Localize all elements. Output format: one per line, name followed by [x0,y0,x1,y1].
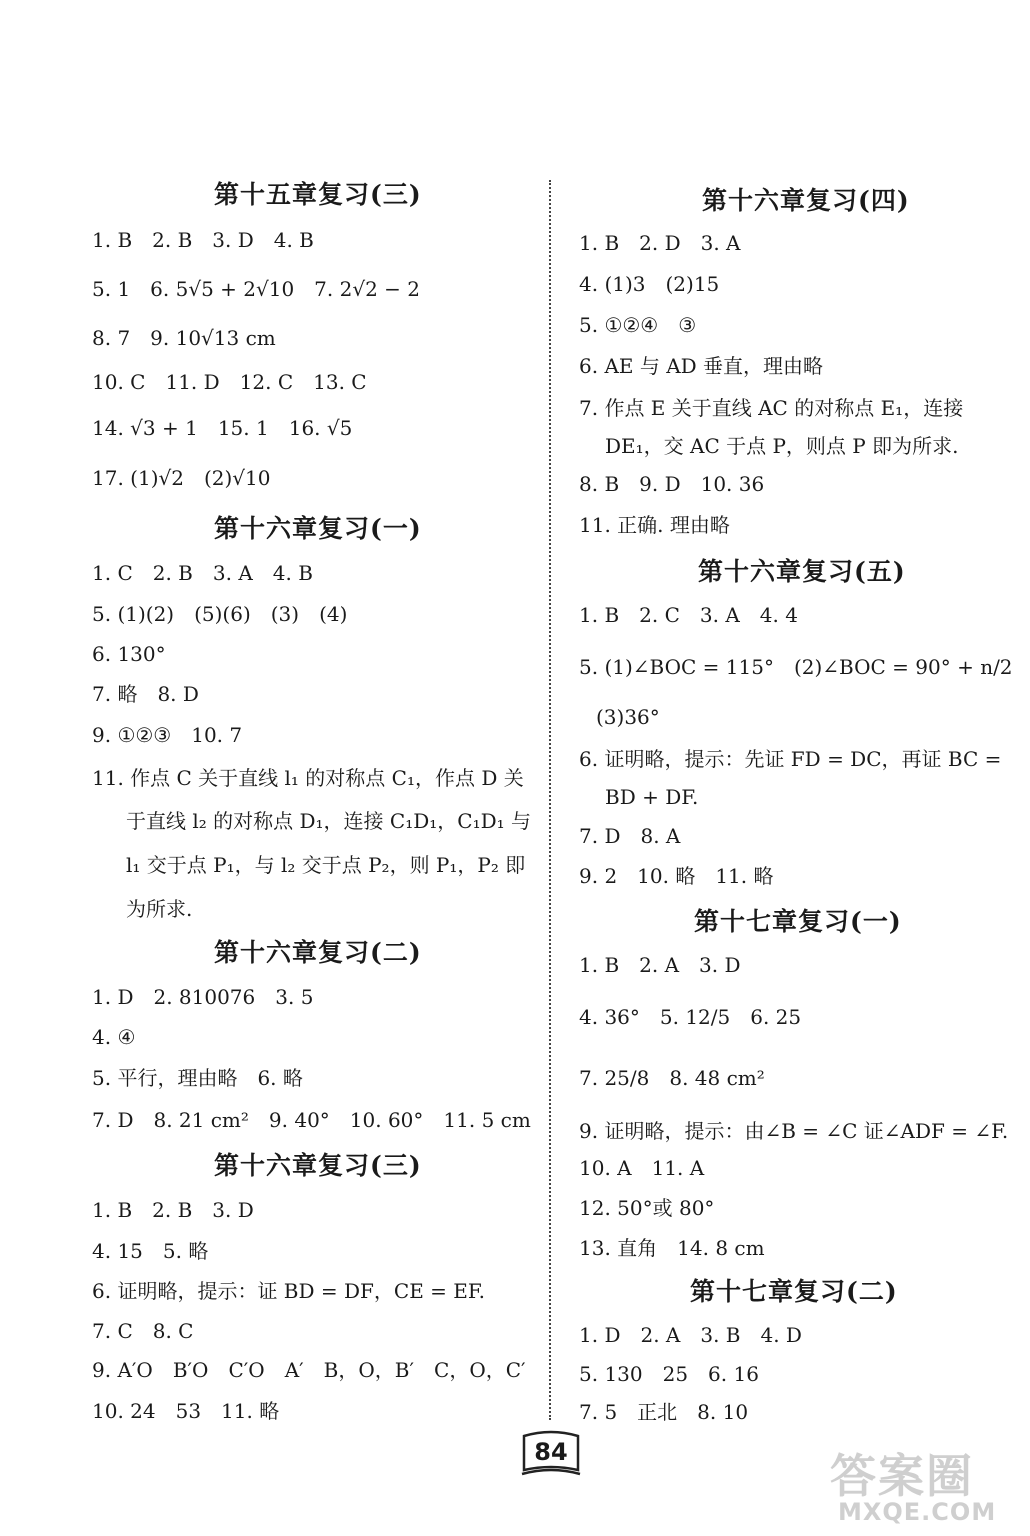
answer-line: DE₁，交 AC 于点 P，则点 P 即为所求. [605,434,959,458]
watermark-logo-text: 答案圈 [830,1449,974,1503]
answer-line: 5. ①②④ ③ [579,313,697,337]
answer-line: 9. ①②③ 10. 7 [92,723,243,747]
answer-line: 7. 作点 E 关于直线 AC 的对称点 E₁，连接 [579,396,964,420]
answer-line: 1. B 2. B 3. D [92,1198,254,1222]
section-title: 第十七章复习(二) [690,1277,898,1306]
answer-line: 10. C 11. D 12. C 13. C [92,370,367,394]
answer-line: l₁ 交于点 P₁，与 l₂ 交于点 P₂，则 P₁，P₂ 即 [126,853,526,877]
watermark-url: MXQE.COM [838,1498,997,1526]
answer-line: 11. 作点 C 关于直线 l₁ 的对称点 C₁，作点 D 关 [92,766,524,790]
watermark [830,1440,1020,1530]
section-title: 第十七章复习(一) [694,907,902,936]
answer-line: 5. (1)(2) (5)(6) (3) (4) [92,602,348,626]
section-title: 第十五章复习(三) [214,180,422,209]
answer-line: 1. B 2. A 3. D [579,953,741,977]
answer-line: 5. (1)∠BOC = 115° (2)∠BOC = 90° + n/2 [579,655,1013,679]
answer-line: 1. D 2. A 3. B 4. D [579,1323,802,1347]
answer-line: 4. 36° 5. 12/5 6. 25 [579,1005,802,1029]
answer-line: 8. B 9. D 10. 36 [579,472,765,496]
answer-line: 6. 130° [92,642,166,666]
answer-line: 9. A′O B′O C′O A′ B，O，B′ C，O，C′ [92,1358,526,1382]
answer-line: 11. 正确. 理由略 [579,513,730,537]
answer-line: 13. 直角 14. 8 cm [579,1236,765,1260]
answer-line: 17. (1)√2 (2)√10 [92,466,271,490]
answer-line: 5. 130 25 6. 16 [579,1362,759,1386]
page-number: 84 [534,1438,568,1466]
page-number-badge [520,1430,582,1480]
section-title: 第十六章复习(一) [214,514,422,543]
answer-line: 10. A 11. A [579,1156,705,1180]
answer-line: 1. D 2. 810076 3. 5 [92,985,314,1009]
answer-line: 5. 平行，理由略 6. 略 [92,1066,303,1090]
answer-line: 9. 2 10. 略 11. 略 [579,864,774,888]
answer-line: 于直线 l₂ 的对称点 D₁，连接 C₁D₁，C₁D₁ 与 [126,809,531,833]
answer-line: 7. 25/8 8. 48 cm² [579,1066,765,1090]
section-title: 第十六章复习(二) [214,938,422,967]
answer-line: 4. (1)3 (2)15 [579,272,720,296]
answer-line: BD + DF. [605,785,699,809]
answer-line: (3)36° [596,705,660,729]
answer-line: 6. AE 与 AD 垂直，理由略 [579,354,824,378]
answer-line: 7. D 8. A [579,824,681,848]
answer-line: 10. 24 53 11. 略 [92,1399,280,1423]
answer-line: 12. 50°或 80° [579,1196,715,1220]
answer-line: 1. C 2. B 3. A 4. B [92,561,313,585]
answer-line: 为所求. [126,897,193,921]
answer-line: 1. B 2. B 3. D 4. B [92,228,314,252]
answer-line: 1. B 2. D 3. A [579,231,741,255]
section-title: 第十六章复习(四) [702,186,910,215]
answer-line: 7. D 8. 21 cm² 9. 40° 10. 60° 11. 5 cm [92,1108,531,1132]
column-divider [549,180,551,1420]
answer-line: 7. 5 正北 8. 10 [579,1400,749,1424]
answer-line: 8. 7 9. 10√13 cm [92,326,276,350]
answer-line: 4. ④ [92,1025,136,1049]
answer-line: 9. 证明略，提示：由∠B = ∠C 证∠ADF = ∠F. [579,1119,1009,1143]
section-title: 第十六章复习(五) [698,557,906,586]
answer-line: 7. C 8. C [92,1319,194,1343]
answer-line: 6. 证明略，提示：证 BD = DF，CE = EF. [92,1279,486,1303]
answer-line: 6. 证明略，提示：先证 FD = DC，再证 BC = [579,747,1002,771]
section-title: 第十六章复习(三) [214,1151,422,1180]
answer-line: 4. 15 5. 略 [92,1239,209,1263]
answer-line: 1. B 2. C 3. A 4. 4 [579,603,798,627]
answer-line: 5. 1 6. 5√5 + 2√10 7. 2√2 − 2 [92,277,421,301]
answer-line: 14. √3 + 1 15. 1 16. √5 [92,416,353,440]
answer-line: 7. 略 8. D [92,682,199,706]
